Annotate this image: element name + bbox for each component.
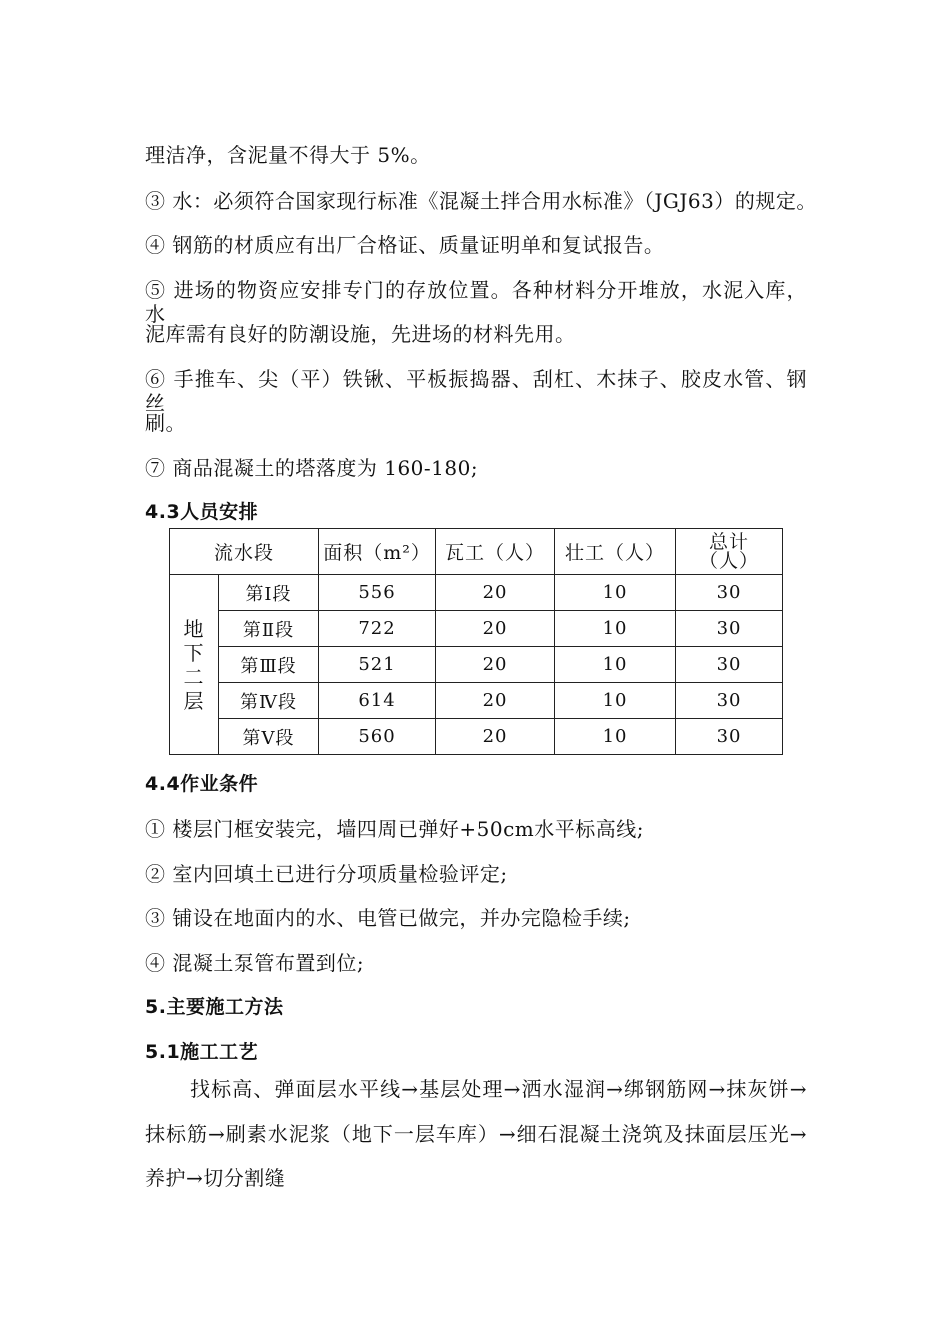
table-row xyxy=(170,647,783,683)
cell-total: 30 xyxy=(676,719,783,755)
staffing-table xyxy=(169,528,783,755)
cell-area: 521 xyxy=(319,647,436,683)
cell-tile: 20 xyxy=(436,683,555,719)
header-laborers: 壮工（人） xyxy=(555,529,676,575)
cell-total: 30 xyxy=(676,647,783,683)
list-item: ① 楼层门框安装完，墙四周已弹好+50cm水平标高线; xyxy=(145,817,644,841)
paragraph-storage-line-1: ⑤ 进场的物资应安排专门的存放位置。各种材料分开堆放，水泥入库，水 xyxy=(145,278,807,326)
paragraph-water-standard: ③ 水：必须符合国家现行标准《混凝土拌合用水标准》（JGJ63）的规定。 xyxy=(145,189,817,213)
cell-labor: 10 xyxy=(555,719,676,755)
table-row xyxy=(170,719,783,755)
group-label: 地下二层 xyxy=(183,616,205,713)
header-total-unit: （人） xyxy=(699,549,760,572)
list-item: ③ 铺设在地面内的水、电管已做完，并办完隐检手续; xyxy=(145,906,631,930)
header-segment: 流水段 xyxy=(170,529,319,575)
table-row xyxy=(170,575,783,611)
cell-tile: 20 xyxy=(436,647,555,683)
header-area: 面积（m²） xyxy=(319,529,436,575)
cell-area: 722 xyxy=(319,611,436,647)
group-cell xyxy=(170,575,219,755)
paragraph-slump: ⑦ 商品混凝土的塔落度为 160-180; xyxy=(145,456,479,480)
cell-segment: 第Ⅱ段 xyxy=(219,611,319,647)
cell-total: 30 xyxy=(676,611,783,647)
cell-labor: 10 xyxy=(555,575,676,611)
process-line-2: 抹标筋→刷素水泥浆（地下一层车库）→细石混凝土浇筑及抹面层压光→ xyxy=(145,1122,807,1146)
paragraph-tools-line-1: ⑥ 手推车、尖（平）铁锹、平板振捣器、刮杠、木抹子、胶皮水管、钢丝 xyxy=(145,367,807,415)
cell-area: 556 xyxy=(319,575,436,611)
cell-total: 30 xyxy=(676,683,783,719)
header-total-label: 总计 xyxy=(709,530,750,553)
table-header-row xyxy=(170,529,783,575)
paragraph-sand-clean: 理洁净，含泥量不得大于 5%。 xyxy=(145,143,431,167)
cell-area: 560 xyxy=(319,719,436,755)
cell-labor: 10 xyxy=(555,647,676,683)
heading-process: 5.1施工工艺 xyxy=(145,1041,259,1063)
cell-tile: 20 xyxy=(436,611,555,647)
list-item: ② 室内回填土已进行分项质量检验评定; xyxy=(145,862,508,886)
list-item: ④ 混凝土泵管布置到位; xyxy=(145,951,365,975)
cell-total: 30 xyxy=(676,575,783,611)
cell-labor: 10 xyxy=(555,611,676,647)
cell-segment: 第Ⅳ段 xyxy=(219,683,319,719)
paragraph-storage-line-2: 泥库需有良好的防潮设施，先进场的材料先用。 xyxy=(145,322,576,346)
cell-segment: 第Ⅴ段 xyxy=(219,719,319,755)
cell-segment: 第Ⅲ段 xyxy=(219,647,319,683)
cell-segment: 第Ⅰ段 xyxy=(219,575,319,611)
paragraph-tools-line-2: 刷。 xyxy=(145,411,186,435)
cell-area: 614 xyxy=(319,683,436,719)
header-total xyxy=(676,529,783,575)
process-line-1: 找标高、弹面层水平线→基层处理→洒水湿润→绑钢筋网→抹灰饼→ xyxy=(190,1077,807,1101)
table-row xyxy=(170,611,783,647)
table-row xyxy=(170,683,783,719)
heading-main-methods: 5.主要施工方法 xyxy=(145,996,284,1018)
paragraph-rebar-certificate: ④ 钢筋的材质应有出厂合格证、质量证明单和复试报告。 xyxy=(145,233,665,257)
cell-labor: 10 xyxy=(555,683,676,719)
heading-staffing: 4.3人员安排 xyxy=(145,501,259,523)
cell-tile: 20 xyxy=(436,719,555,755)
header-tile-workers: 瓦工（人） xyxy=(436,529,555,575)
heading-work-conditions: 4.4作业条件 xyxy=(145,773,259,795)
cell-tile: 20 xyxy=(436,575,555,611)
process-line-3: 养护→切分割缝 xyxy=(145,1166,286,1190)
